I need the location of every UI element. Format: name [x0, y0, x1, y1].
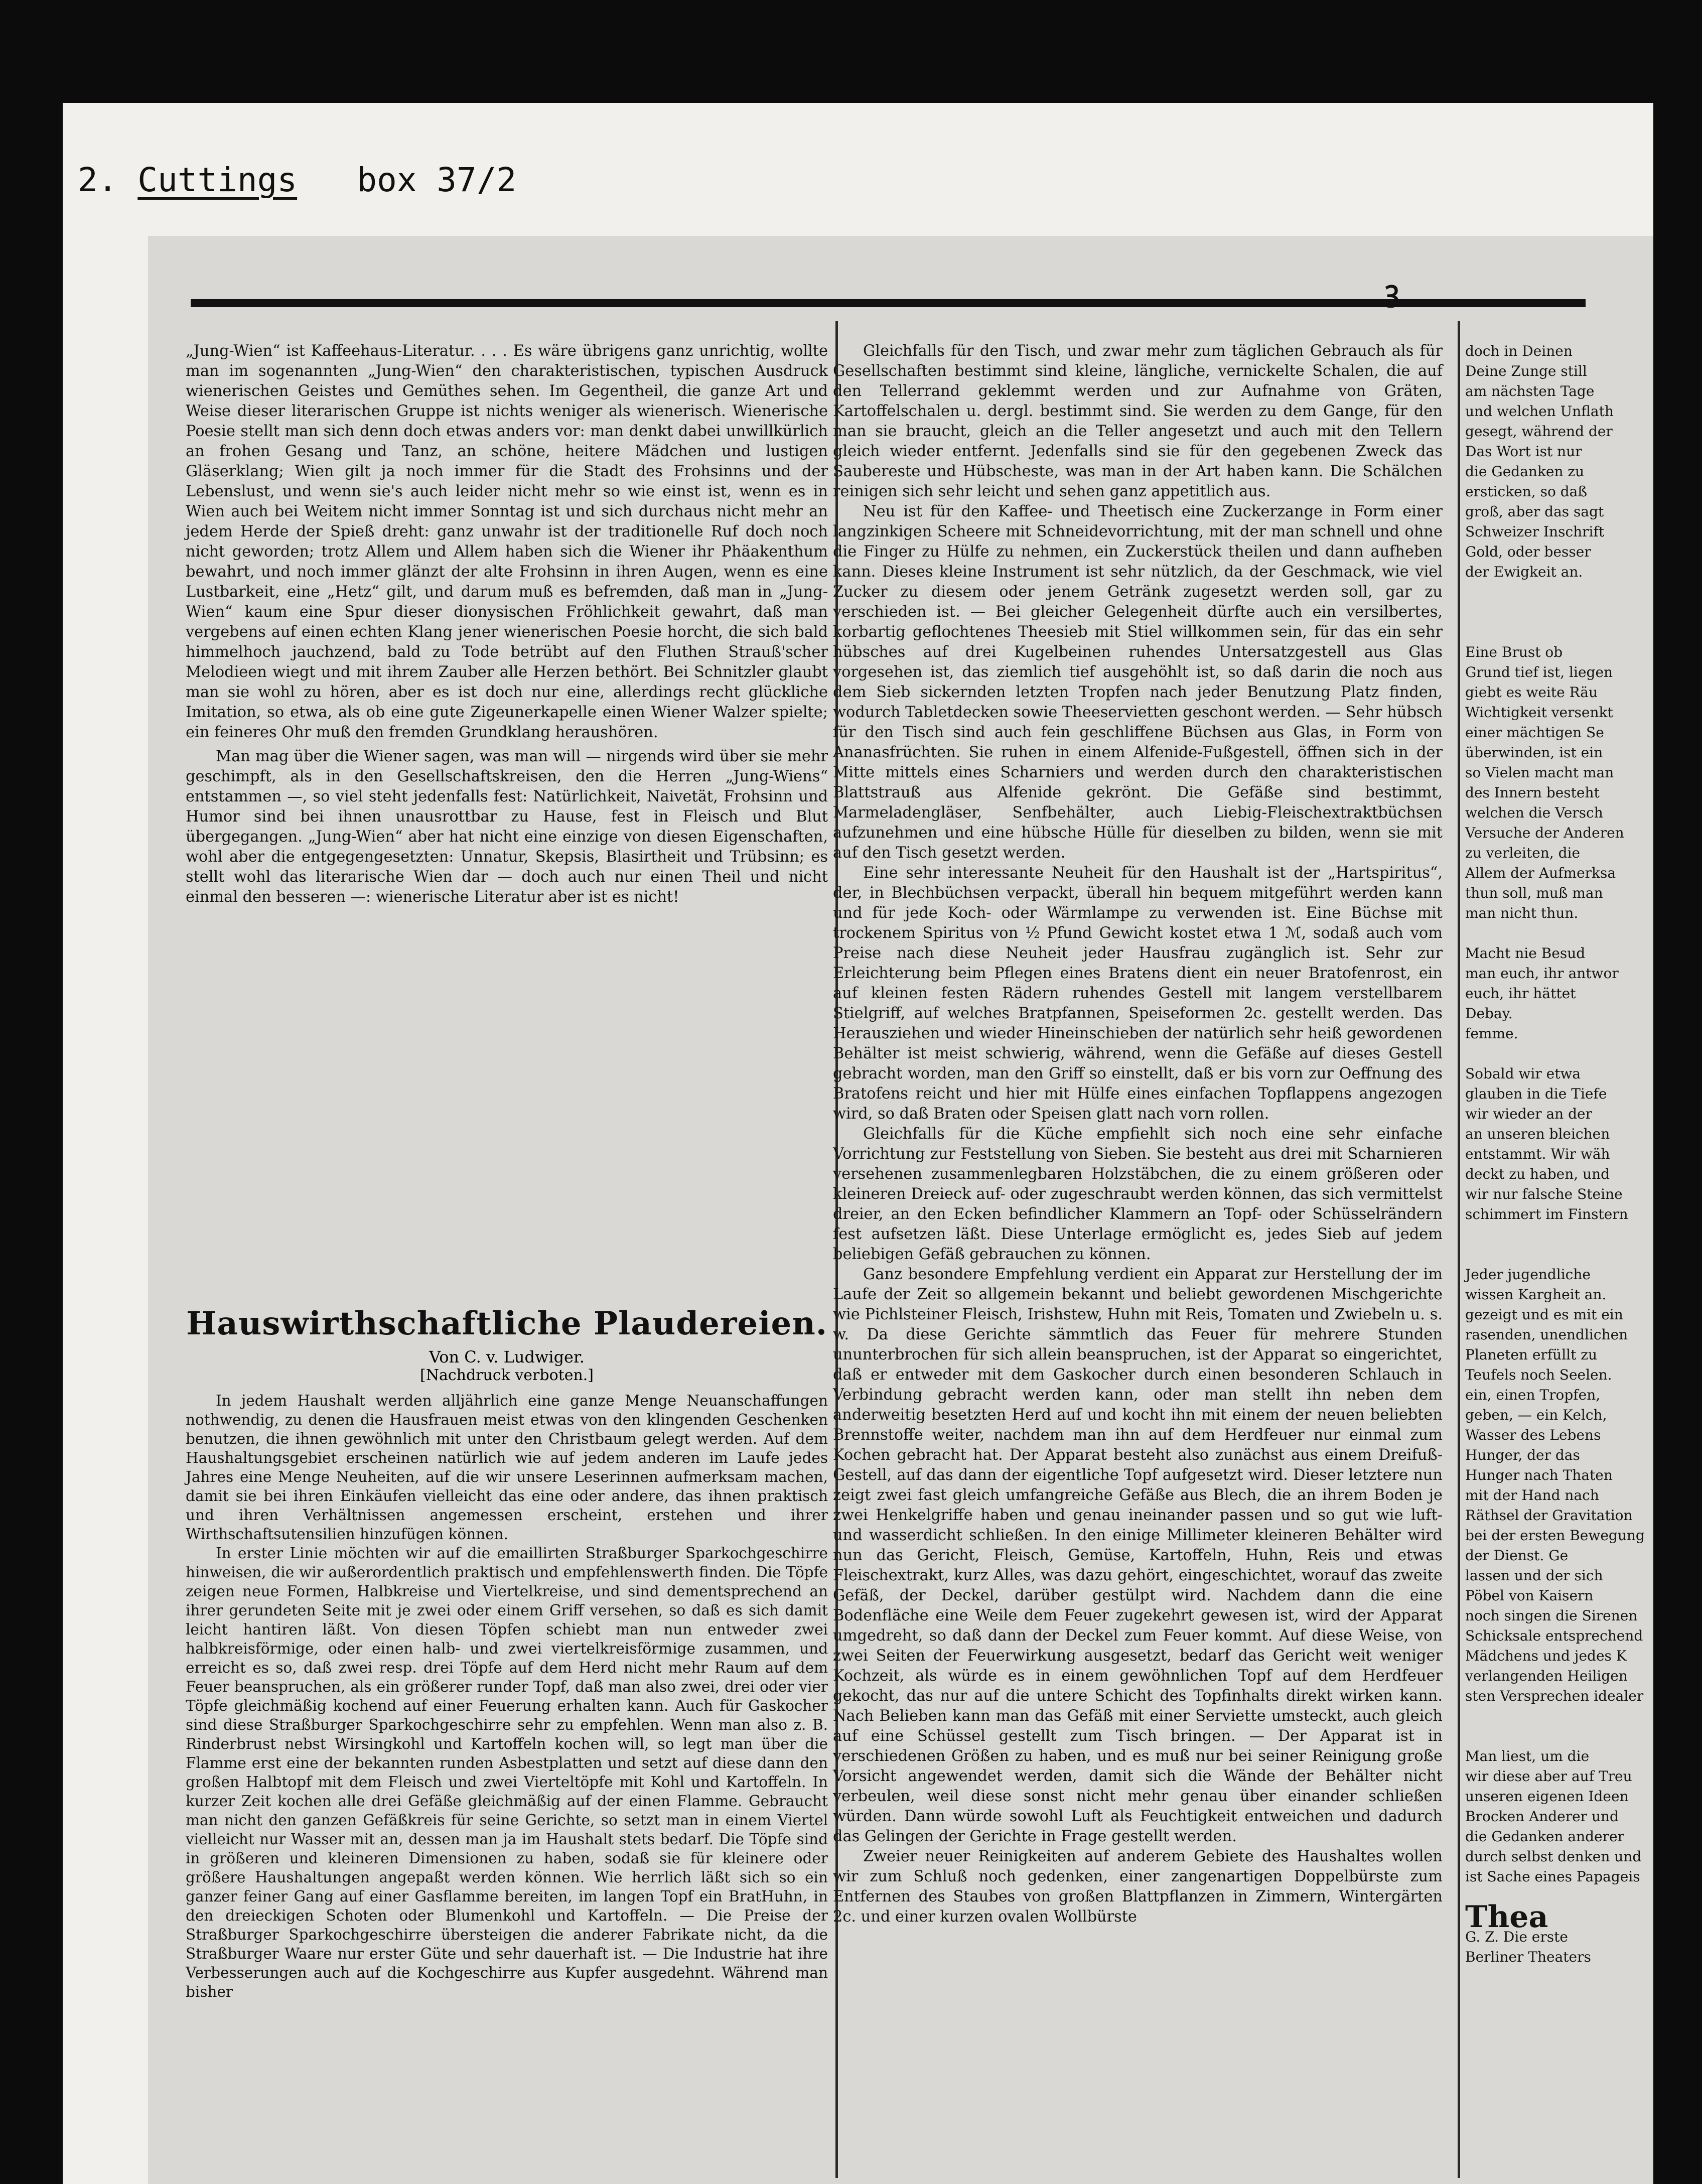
fragment-line: wissen Kargheit an.: [1465, 1286, 1607, 1303]
article-paragraph: In jedem Haushalt werden alljährlich eine ganze Menge Neuanschaffungen nothwendig, zu denen die Hausfrauen meist etwas von den klingenden Geschenken benutzen, die ihnen gewöhnlich mit unter den Christbaum gelegt werden. Auf dem Haushaltungsgebiet erscheinen natürlich wie auf jedem anderen im Laufe jedes Jahres eine Menge Neuheiten, auf die wir unsere Leserinnen aufmerksam machen, damit sie bei ihren Einkäufen vielleicht das eine oder andere, das ihnen praktisch und ihren Verhältnissen angemessen erscheint, erstehen und ihrer Wirthschaftsutensilien hinzufügen können.: [186, 1392, 828, 1543]
archive-box: box 37/2: [357, 161, 517, 199]
fragment-line: Macht nie Besud: [1465, 945, 1586, 962]
fragment-line: geben, — ein Kelch,: [1465, 1407, 1607, 1423]
fragment-line: [1465, 582, 1591, 602]
fragment-line: schimmert im Finstern: [1465, 1206, 1628, 1222]
article-title: Hauswirthschaftliche Plaudereien.: [186, 1305, 828, 1342]
fragment-line: man nicht thun.: [1465, 905, 1579, 921]
fragment-line: rasenden, unendlichen: [1465, 1326, 1628, 1343]
article-author: Von C. v. Ludwiger.: [429, 1347, 585, 1367]
fragment-line: Allem der Aufmerksa: [1465, 865, 1616, 881]
fragment-line: Schweizer Inschrift: [1465, 523, 1605, 540]
fragment-line: an unseren bleichen: [1465, 1126, 1610, 1142]
top-rule: [191, 299, 1586, 307]
fragment-line: welchen die Versch: [1465, 804, 1603, 821]
fragment-line: Das Wort ist nur: [1465, 443, 1582, 460]
article-paragraph: Ganz besondere Empfehlung verdient ein Apparat zur Herstellung der im Laufe der Zeit so allgemein bekannt und beliebt gewordenen Mischgerichte wie Pichlsteiner Fleisch, Irishstew, Huhn mit Reis, Tomaten und Zwiebeln u. s. w. Da diese Gerichte sämmtlich das Feuer für mehrere Stunden ununterbrochen für sich allein beanspruchen, ist der Apparat so eingerichtet, daß er entweder mit dem Gaskocher durch einen besonderen Schlauch in Verbindung gebracht werden kann, oder man stellt ihn neben dem anderweitig besetzten Herd auf und kocht ihn mit einem der neuen beliebten Brennstoffe weiter, nachdem man ihn auf dem Herdfeuer nur einmal zum Kochen gebracht hat. Der Apparat besteht also zunächst aus einem Dreifuß-Gestell, auf das dann der eigentliche Topf aufgesetzt wird. Dieser letztere nun zeigt zwei fast gleich umfangreiche Gefäße aus Blech, die an ihrem Boden je zwei Henkelgriffe haben und genau ineinander passen und so gut wie luft- und wasserdicht schließen. In den einige Millimeter kleineren Behälter wird nun das Gericht, Fleisch, Gemüse, Kartoffeln, Huhn, Reis und etwas Fleischextrakt, kurz Alles, was dazu gehört, eingeschichtet, worauf das zweite Gefäß, der Deckel, darüber gestülpt wird. Nachdem dann die eine Bodenfläche eine Weile dem Feuer zugekehrt gewesen ist, wird der Apparat umgedreht, so daß dann der Deckel zum Feuer kommt. Auf diese Weise, von zwei Seiten der Feuerwirkung ausgesetzt, bedarf das Gericht weit weniger Kochzeit, als würde es in einem gewöhnlichen Topf auf dem Herdfeuer gekocht, das nur auf die untere Schicht des Topfinhalts direkt wirken kann. Nach Belieben kann man das Gefäß mit einer Serviette umsteckt, auch gleich auf eine Schüssel gestellt zum Tisch bringen. — Der Apparat ist in verschiedenen Größen zu haben, und es muß nur bei seiner Reinigung große Vorsicht angewendet werden, damit sich die Wände der Behälter nicht verbeulen, weil diese sonst nicht mehr genau über einander schließen würden. Dann würde sowohl Luft als Feuchtigkeit entweichen und dadurch das Gelingen der Gerichte in Frage gestellt werden.: [833, 1266, 1443, 1845]
fragment-line: Deine Zunge still: [1465, 363, 1587, 379]
fragment-line: man euch, ihr antwor: [1465, 965, 1619, 982]
fragment-line: der Ewigkeit an.: [1465, 564, 1583, 580]
column-divider: [1458, 321, 1460, 2178]
fragment-line: deckt zu haben, und: [1465, 1166, 1610, 1182]
fragment-line: des Innern besteht: [1465, 784, 1600, 801]
fragment-line: Versuche der Anderen: [1465, 825, 1624, 841]
fragment-line: zu verleiten, die: [1465, 845, 1581, 861]
fragment-line: glauben in die Tiefe: [1465, 1085, 1607, 1102]
article-paragraph: „Jung-Wien“ ist Kaffeehaus-Literatur. . . . Es wäre übrigens ganz unrichtig, wollte man im sogenannten „Jung-Wien“ den charakteristischen, typischen Ausdruck wienerischen Geistes und Gemüthes sehen. Im Gegentheil, die ganze Art und Weise dieser literarischen Gruppe ist nichts weniger als wienerisch. Wienerische Poesie stellt man sich denn doch etwas anders vor: man denkt dabei unwillkürlich an frohen Gesang und Tanz, an schöne, heitere Mädchen und lustigen Gläserklang; Wien gilt ja noch immer für die Stadt des Frohsinns und der Lebenslust, und wenn sie's auch leider nicht mehr so wie einst ist, wenn es in Wien auch bei Weitem nicht immer Sonntag ist und sich durchaus nicht mehr an jedem Herde der Spieß dreht: ganz unwahr ist der traditionelle Ruf doch noch nicht geworden; trotz Allem und Allem haben sich die Wiener ihr Phäakenthum bewahrt, und noch immer glänzt der alte Frohsinn in ihren Augen, wenn es eine Lustbarkeit, eine „Hetz“ gilt, und darum muß es befremden, daß man in „Jung-Wien“ kaum eine Spur dieser dionysischen Fröhlichkeit gewahrt, daß man vergebens auf einen echten Klang jener wienerischen Poesie horcht, die sich bald himmelhoch jauchzend, bald zu Tode betrübt auf den Fluthen Strauß'scher Melodieen wiegt und mit ihrem Zauber alle Herzen bethört. Bei Schnitzler glaubt man sie wohl zu hören, aber es ist doch nur eine, allerdings recht glückliche Imitation, so etwa, als ob eine gute Zigeunerkapelle einen Wiener Walzer spielte; ein feineres Ohr muß den fremden Grundklang heraushören.: [186, 342, 828, 741]
corner-mark: ꝫ: [1385, 275, 1399, 308]
fragment-line: Grund tief ist, liegen: [1465, 664, 1613, 680]
fragment-line: gesegt, während der: [1465, 423, 1613, 440]
fragment-line: unseren eigenen Ideen: [1465, 1788, 1629, 1805]
fragment-line: die Gedanken anderer: [1465, 1828, 1624, 1845]
archive-label: Cuttings: [137, 161, 298, 199]
fragment-line: Teufels noch Seelen.: [1465, 1367, 1612, 1383]
fragment-line: sten Versprechen idealer: [1465, 1688, 1644, 1704]
article-paragraph: Neu ist für den Kaffee- und Theetisch eine Zuckerzange in Form einer langzinkigen Scheere mit Schneidevorrichtung, mit der man schnell und ohne die Finger zu Hülfe zu nehmen, ein Zuckerstück theilen und dann aufheben kann. Dieses kleine Instrument ist sehr nützlich, da der Geschmack, wie viel Zucker zu diesem oder jenem Getränk zugesetzt werden soll, gar zu verschieden ist. — Bei gleicher Gelegenheit dürfte auch ein versilbertes, korbartig geflochtenes Theesieb mit Stiel willkommen sein, für das ein sehr hübsches auf drei Kugelbeinen ruhendes Untersatzgestell aus Glas vorgesehen ist, das ziemlich tief ausgehöhlt ist, so daß darin die noch aus dem Sieb sickernden letzten Tropfen nach jeder Benutzung Platz finden, wodurch Tabletdecken sowie Theeservietten geschont werden. — Sehr hübsch für den Tisch sind auch fein geschliffene Büchsen aus Glas, in Form von Ananasfrüchten. Sie ruhen in einem Alfenide-Fußgestell, öffnen sich in der Mitte mittels eines Scharniers und werden durch den charakteristischen Blattstrauß aus Alfenide gekrönt. Die Gefäße sind bestimmt, Marmeladengläser, Senfbehälter, auch Liebig-Fleischextraktbüchsen aufzunehmen und eine hübsche Hülle für dieselben zu bilden, wenn sie mit auf den Tisch gesetzt werden.: [833, 503, 1443, 862]
fragment-line: [1465, 622, 1591, 642]
fragment-line: Berliner Theaters: [1465, 1949, 1591, 1965]
fragment-line: verlangenden Heiligen: [1465, 1668, 1628, 1684]
fragment-line: entstammt. Wir wäh: [1465, 1146, 1610, 1162]
fragment-line: lassen und der sich: [1465, 1567, 1603, 1584]
fragment-line: ersticken, so daß: [1465, 483, 1588, 500]
fragment-line: G. Z. Die erste: [1465, 1929, 1568, 1945]
fragment-line: Brocken Anderer und: [1465, 1808, 1619, 1825]
fragment-line: Debay.: [1465, 1005, 1513, 1022]
article-paragraph: Eine sehr interessante Neuheit für den Haushalt ist der „Hartspiritus“, der, in Blechbüchsen verpackt, überall hin bequem mitgeführt werden kann und für jede Koch- oder Wärmlampe zu verwenden ist. Eine Büchse mit trockenem Spiritus von ½ Pfund Gewicht kostet etwa 1 ℳ, sodaß auch vom Preise nach diese Neuheit jeder Hausfrau zugänglich ist. Sehr zur Erleichterung beim Pflegen eines Bratens dient ein neuer Bratofenrost, ein auf kleinen festen Rädern ruhendes Gestell mit langem verstellbarem Stielgriff, auf welches Bratpfannen, Speiseformen 2c. gestellt werden. Das Herausziehen und wieder Hineinschieben der natürlich sehr heiß gewordenen Behälter ist meist schwierig, während, wenn die Gefäße auf dieses Gestell gebracht worden, man den Griff so einstellt, daß er bis vorn zur Oeffnung des Bratofens reicht und hier mit Hülfe eines einfachen Topflappens angezogen wird, so daß Braten oder Speisen glatt nach vorn rollen.: [833, 864, 1443, 1123]
fragment-line: Gold, oder besser: [1465, 543, 1591, 560]
fragment-line: noch singen die Sirenen: [1465, 1607, 1638, 1624]
fragment-line: überwinden, ist ein: [1465, 744, 1603, 761]
article-paragraph: Gleichfalls für den Tisch, und zwar mehr zum täglichen Gebrauch als für Gesellschaften bestimmt sind kleine, längliche, vernickelte Schalen, die auf den Tellerrand geklemmt werden und zur Aufnahme von Gräten, Kartoffelschalen u. dergl. bestimmt sind. Sie werden zu dem Gange, für den man sie braucht, gleich an die Teller angesetzt und auch mit den Tellern gleich wieder entfernt. Jedenfalls sind sie für den gegebenen Zweck das Saubereste und Hübscheste, was man in der Art haben kann. Die Schälchen reinigen sich sehr leicht und sehen ganz appetitlich aus.: [833, 342, 1443, 500]
fragment-line: und welchen Unflath: [1465, 403, 1614, 420]
fragment-line: ein, einen Tropfen,: [1465, 1387, 1601, 1403]
article-hauswirthschaft: [186, 1305, 828, 2001]
theater-heading: Thea: [1465, 1899, 1548, 1935]
fragment-line: Pöbel von Kaisern: [1465, 1587, 1594, 1604]
fragment-line: thun soll, muß man: [1465, 885, 1603, 901]
theater-lines: [1465, 1927, 1591, 1967]
fragment-line: Planeten erfüllt zu: [1465, 1346, 1598, 1363]
article-paragraph: In erster Linie möchten wir auf die emaillirten Straßburger Sparkochgeschirre hinweisen, die wir außerordentlich praktisch und empfehlenswerth finden. Die Töpfe zeigen neue Formen, Halbkreise und Viertelkreise, und sind dementsprechend an ihrer gerundeten Seite mit je zwei oder einem Griff versehen, so daß es sich damit leicht hantiren läßt. Von diesen Töpfen schiebt man nun entweder zwei halbkreisförmige, oder einen halb- und zwei viertelkreisförmige zusammen, und erreicht es so, daß zwei resp. drei Töpfe auf dem Herd nicht mehr Raum auf dem Feuer beanspruchen, als ein größerer runder Topf, daß man also zwei, drei oder vier Töpfe gleichmäßig kochend auf einer Feuerung erhalten kann. Auch für Gaskocher sind diese Straßburger Sparkochgeschirre sehr zu empfehlen. Wenn man also z. B. Rinderbrust nebst Wirsingkohl und Kartoffeln kochen will, so legt man über die Flamme erst eine der bekannten runden Asbestplatten und setzt auf diese dann den großen Halbtopf mit dem Fleisch und zwei Vierteltöpfe mit Kohl und Kartoffeln. In kurzer Zeit kochen alle drei Gefäße gleichmäßig auf der einen Flamme. Gebraucht man nicht den ganzen Gefäßkreis für seine Gerichte, so setzt man in einem Viertel vielleicht nur Wasser mit an, dessen man ja im Haushalt stets bedarf. Die Töpfe sind in größeren und kleineren Dimensionen zu haben, sodaß sie für kleinere oder größere Haushaltungen angepaßt werden können. Wie herrlich läßt sich so ein ganzer feiner Gang auf einer Gasflamme bereiten, im langen Topf ein BratHuhn, in den dreieckigen Schoten oder Blumenkohl und Kartoffeln. — Die Preise der Straßburger Sparkochgeschirre übersteigen die anderer Fabrikate nicht, da die Straßburger Waare nur erster Güte und sehr dauerhaft ist. — Die Industrie hat ihre Verbesserungen auch auf die Kochgeschirre aus Kupfer ausgedehnt. Während man bisher: [186, 1545, 828, 2000]
fragment-line: bei der ersten Bewegung: [1465, 1527, 1645, 1544]
right-column-fragment: [1465, 341, 1645, 2088]
fragment-line: durch selbst denken und: [1465, 1848, 1642, 1865]
fragment-line: die Gedanken zu: [1465, 463, 1585, 480]
fragment-line: Man liest, um die: [1465, 1748, 1590, 1764]
article-paragraph: Zweier neuer Reinigkeiten auf anderem Gebiete des Haushaltes wollen wir zum Schluß noch gedenken, einer zangenartigen Doppelbürste zum Entfernen des Staubes von großen Blattpflanzen in Zimmern, Wintergärten 2c. und einer kurzen ovalen Wollbürste: [833, 1848, 1443, 1926]
fragment-line: der Dienst. Ge: [1465, 1547, 1569, 1564]
fragment-line: gezeigt und es mit ein: [1465, 1306, 1623, 1323]
fragment-line: [1465, 1726, 1591, 1746]
fragment-line: einer mächtigen Se: [1465, 724, 1604, 741]
fragment-line: [1465, 1706, 1591, 1726]
fragment-line: doch in Deinen: [1465, 343, 1573, 359]
article-paragraph: Man mag über die Wiener sagen, was man will — nirgends wird über sie mehr geschimpft, als in den Gesellschaftskreisen, den die Herren „Jung-Wiens“ entstammen —, so viel steht jedenfalls fest: Natürlichkeit, Naivetät, Frohsinn und Humor sind bei ihnen unausrottbar zu Hause, fest in Fleisch und Blut übergegangen. „Jung-Wien“ aber hat nicht eine einzige von diesen Eigenschaften, wohl aber die entgegengesetzten: Unnatur, Skepsis, Blasirtheit und Trübsinn; es stellt wohl das literarische Wien dar — doch auch nur einen Theil und nicht einmal den besseren —: wienerische Literatur aber ist es nicht!: [186, 748, 828, 906]
article-continuation: [833, 341, 1443, 2088]
fragment-line: Hunger nach Thaten: [1465, 1467, 1613, 1483]
fragment-line: Eine Brust ob: [1465, 644, 1563, 660]
fragment-line: wir wieder an der: [1465, 1106, 1592, 1122]
archive-number: 2.: [78, 161, 118, 199]
fragment-line: groß, aber das sagt: [1465, 503, 1604, 520]
fragment-line: [1465, 923, 1591, 943]
fragment-lines: [1465, 341, 1645, 1887]
fragment-line: ist Sache eines Papageis: [1465, 1868, 1640, 1885]
fragment-line: Räthsel der Gravitation: [1465, 1507, 1633, 1524]
fragment-line: wir nur falsche Steine: [1465, 1186, 1623, 1202]
fragment-line: Jeder jugendliche: [1465, 1266, 1591, 1283]
fragment-line: euch, ihr hättet: [1465, 985, 1576, 1002]
article-note: [Nachdruck verboten.]: [419, 1367, 594, 1384]
fragment-line: femme.: [1465, 1025, 1518, 1042]
fragment-line: Wichtigkeit versenkt: [1465, 704, 1613, 721]
fragment-line: wir diese aber auf Treu: [1465, 1768, 1632, 1785]
fragment-line: so Vielen macht man: [1465, 764, 1614, 781]
fragment-line: Hunger, der das: [1465, 1447, 1580, 1463]
fragment-line: Schicksale entsprechend: [1465, 1627, 1643, 1644]
fragment-line: Mädchens und jedes K: [1465, 1648, 1627, 1664]
fragment-line: mit der Hand nach: [1465, 1487, 1599, 1504]
fragment-line: giebt es weite Räu: [1465, 684, 1598, 701]
archive-header: [78, 161, 516, 199]
fragment-line: [1465, 1044, 1591, 1064]
fragment-line: [1465, 1245, 1591, 1265]
fragment-line: [1465, 1224, 1591, 1245]
fragment-line: Sobald wir etwa: [1465, 1065, 1581, 1082]
fragment-line: Wasser des Lebens: [1465, 1427, 1601, 1443]
fragment-line: [1465, 602, 1591, 622]
article-paragraph: Gleichfalls für die Küche empfiehlt sich noch eine sehr einfache Vorrichtung zur Feststellung von Sieben. Sie besteht aus drei mit Scharnieren versehenen zusammenlegbaren Holzstäbchen, die zu einem größeren oder kleineren Dreieck auf- oder zugeschraubt werden können, das sich vermittelst dreier, an den Ecken befindlicher Klammern an Topf- oder Schüsselrändern fest aufsetzen läßt. Diese Unterlage ermöglicht es, jedes Sieb auf jedem beliebigen Gefäß gebrauchen zu können.: [833, 1125, 1443, 1263]
article-jung-wien: [186, 341, 828, 907]
fragment-line: am nächsten Tage: [1465, 383, 1595, 399]
